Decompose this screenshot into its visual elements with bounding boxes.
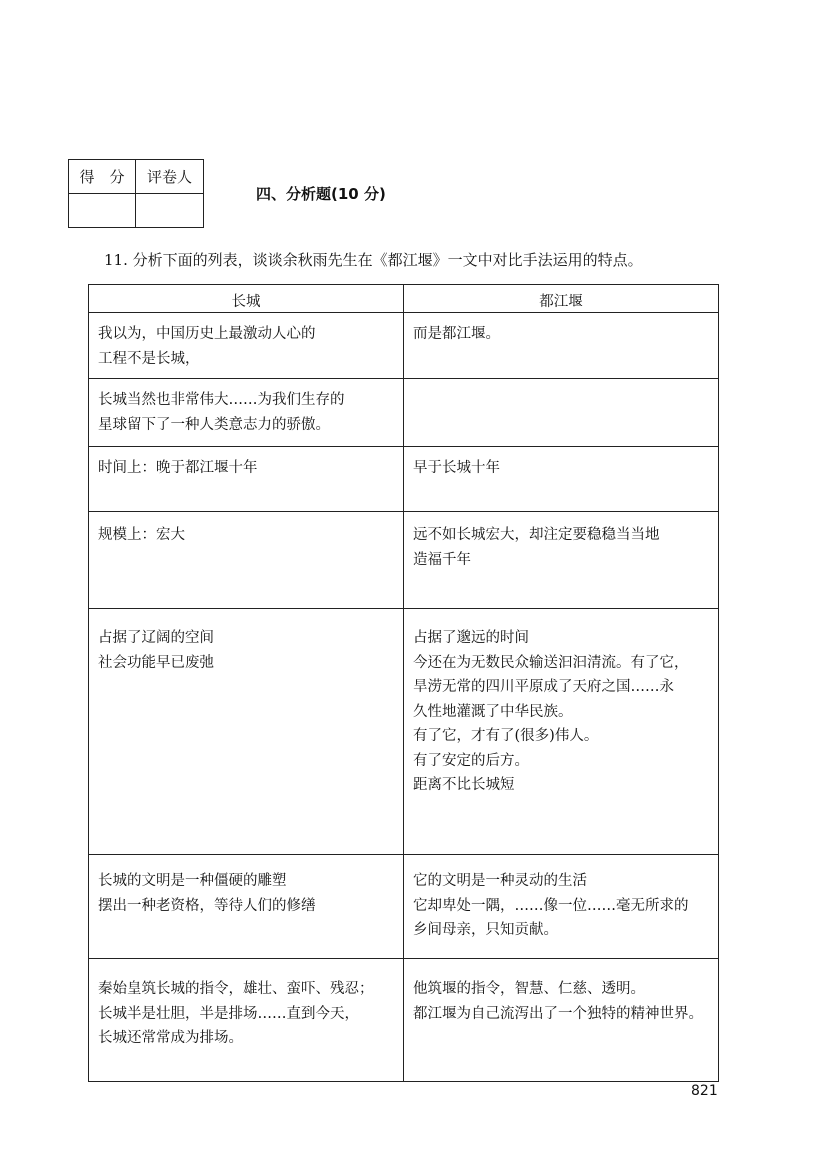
cell-line: 规模上：宏大 <box>98 527 185 543</box>
table-row <box>89 512 719 609</box>
page-number: 821 <box>691 1083 718 1099</box>
cell-line: 有了它，才有了(很多)伟人。 <box>413 728 599 744</box>
cell-great-wall <box>89 447 404 512</box>
header-great-wall: 长城 <box>89 285 404 313</box>
score-input-cell[interactable] <box>69 194 136 228</box>
cell-great-wall <box>89 313 404 379</box>
cell-dujiangyan <box>404 855 719 959</box>
cell-line: 而是都江堰。 <box>413 326 500 342</box>
header-dujiangyan: 都江堰 <box>404 285 719 313</box>
grader-input-cell[interactable] <box>136 194 204 228</box>
cell-line: 造福千年 <box>413 551 471 568</box>
cell-great-wall <box>89 959 404 1082</box>
cell-line: 时间上：晚于都江堰十年 <box>98 460 258 476</box>
cell-line: 星球留下了一种人类意志力的骄傲。 <box>98 416 330 433</box>
table-row <box>89 379 719 447</box>
score-box <box>68 159 204 228</box>
comparison-table <box>88 284 719 1082</box>
cell-great-wall <box>89 609 404 855</box>
cell-line: 长城的文明是一种僵硬的雕塑 <box>98 873 287 889</box>
cell-line: 长城还常常成为排场。 <box>98 1030 243 1046</box>
table-row <box>89 959 719 1082</box>
cell-line: 有了安定的后方。 <box>413 752 529 769</box>
section-title: 四、分析题(10 分) <box>256 185 386 203</box>
cell-line: 他筑堰的指令，智慧、仁慈、透明。 <box>413 981 645 997</box>
cell-line: 它的文明是一种灵动的生活 <box>413 873 587 889</box>
cell-great-wall <box>89 855 404 959</box>
cell-line: 旱涝无常的四川平原成了天府之国……永 <box>413 679 674 695</box>
table-row <box>89 447 719 512</box>
cell-dujiangyan <box>404 512 719 609</box>
cell-line: 都江堰为自己流泻出了一个独特的精神世界。 <box>413 1005 703 1022</box>
cell-line: 今还在为无数民众输送汩汩清流。有了它， <box>413 654 689 671</box>
cell-line: 摆出一种老资格，等待人们的修缮 <box>98 897 316 914</box>
cell-dujiangyan <box>404 447 719 512</box>
cell-line: 距离不比长城短 <box>413 777 515 793</box>
cell-line: 长城半是壮胆，半是排场……直到今天， <box>98 1005 359 1022</box>
cell-line: 早于长城十年 <box>413 460 500 476</box>
table-body <box>89 313 719 1082</box>
question-text: 11. 分析下面的列表，谈谈余秋雨先生在《都江堰》一文中对比手法运用的特点。 <box>104 251 643 269</box>
cell-line: 占据了邈远的时间 <box>413 630 529 646</box>
cell-line: 工程不是长城， <box>98 350 200 367</box>
table-row <box>89 313 719 379</box>
cell-dujiangyan <box>404 609 719 855</box>
cell-dujiangyan <box>404 379 719 447</box>
grader-label: 评卷人 <box>136 160 204 194</box>
cell-great-wall <box>89 512 404 609</box>
cell-great-wall <box>89 379 404 447</box>
cell-line: 乡间母亲，只知贡献。 <box>413 922 558 938</box>
cell-dujiangyan <box>404 313 719 379</box>
cell-line: 长城当然也非常伟大……为我们生存的 <box>98 392 345 408</box>
cell-line: 占据了辽阔的空间 <box>98 630 214 646</box>
table-row <box>89 609 719 855</box>
cell-line: 我以为，中国历史上最激动人心的 <box>98 326 316 342</box>
table-row <box>89 855 719 959</box>
score-label: 得 分 <box>69 160 136 194</box>
cell-line: 秦始皇筑长城的指令，雄壮、蛮吓、残忍； <box>98 981 374 997</box>
cell-dujiangyan <box>404 959 719 1082</box>
cell-line: 社会功能早已废弛 <box>98 654 214 671</box>
cell-line: 它却卑处一隅，……像一位……毫无所求的 <box>413 897 689 914</box>
cell-line: 久性地灌溉了中华民族。 <box>413 703 573 720</box>
cell-line: 远不如长城宏大，却注定要稳稳当当地 <box>413 527 660 543</box>
